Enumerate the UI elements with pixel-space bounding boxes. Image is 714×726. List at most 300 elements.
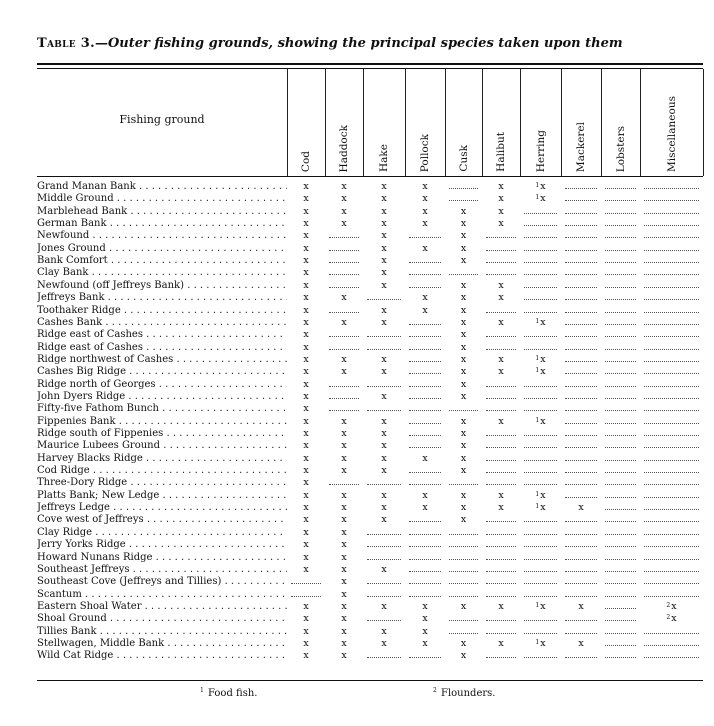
species-cell-lobsters [605, 329, 636, 337]
species-cell-halibut [486, 650, 516, 658]
species-cell-mackerel [565, 440, 597, 448]
species-cell-miscellaneous [644, 514, 699, 522]
species-cell-halibut: x [498, 218, 504, 230]
species-cell-herring [524, 305, 557, 313]
species-cell-cod: x [303, 526, 309, 538]
species-cell-hake: x [381, 465, 387, 477]
species-cell-mackerel [565, 329, 597, 337]
species-cell-lobsters [605, 465, 636, 473]
table-caption [37, 36, 707, 51]
species-cell-hake: x [381, 415, 387, 427]
species-cell-cod: x [303, 403, 309, 415]
column-divider [703, 69, 704, 176]
species-cell-pollock: x [422, 242, 428, 254]
species-cell-haddock: x [341, 353, 347, 365]
species-cell-haddock: x [341, 613, 347, 625]
table-row [0, 181, 714, 193]
species-cell-hake [367, 589, 401, 597]
species-cell-miscellaneous [644, 416, 699, 424]
species-cell-mackerel [565, 650, 597, 658]
species-cell-miscellaneous [644, 230, 699, 238]
species-cell-hake: x [381, 366, 387, 378]
species-cell-haddock [329, 342, 359, 350]
species-cell-hake: x [381, 563, 387, 575]
table-row [0, 206, 714, 218]
species-cell-cusk [449, 613, 478, 621]
species-cell-cod: x [303, 502, 309, 514]
fishing-ground-name: Southeast Jeffreys . . . [37, 564, 287, 576]
species-cell-pollock [409, 527, 441, 535]
species-cell-cod: x [303, 390, 309, 402]
species-cell-halibut [486, 514, 516, 522]
column-header-halibut [482, 80, 520, 172]
fishing-ground-name: John Dyers Ridge . . . [37, 391, 287, 403]
species-cell-herring [524, 206, 557, 214]
column-divider [405, 69, 406, 176]
footnote-marker: 1 [535, 354, 540, 362]
species-cell-cusk [449, 539, 478, 547]
column-header-label: Cusk [457, 145, 470, 172]
species-cell-mackerel [565, 218, 597, 226]
species-cell-pollock [409, 280, 441, 288]
fishing-ground-name: Cove west of Jeffreys . . . [37, 514, 287, 526]
species-cell-hake: x [381, 625, 387, 637]
species-cell-miscellaneous [644, 329, 699, 337]
species-cell-cod: x [303, 366, 309, 378]
species-cell-haddock [329, 230, 359, 238]
species-cell-lobsters [605, 379, 636, 387]
species-cell-pollock [409, 477, 441, 485]
species-cell-hake: x [381, 242, 387, 254]
species-cell-mackerel [565, 589, 597, 597]
footnote-marker: 1 [535, 367, 540, 375]
species-cell-mackerel [565, 280, 597, 288]
species-cell-halibut [486, 527, 516, 535]
table-row [0, 576, 714, 588]
column-header-miscellaneous [640, 80, 703, 172]
species-mark: x [540, 415, 546, 427]
species-cell-herring [520, 601, 561, 613]
species-cell-lobsters [605, 230, 636, 238]
species-mark: x [671, 600, 677, 612]
species-cell-pollock [409, 379, 441, 387]
fishing-ground-name: Fifty-five Fathom Bunch . . . [37, 403, 287, 415]
header-rule [37, 176, 703, 177]
species-cell-pollock: x [422, 489, 428, 501]
fishing-ground-name: Scantum . . . [37, 589, 287, 601]
species-cell-halibut [486, 626, 516, 634]
species-cell-cusk: x [460, 316, 467, 328]
species-mark: x [671, 613, 677, 625]
species-cell-pollock: x [422, 218, 428, 230]
species-cell-cusk [449, 626, 478, 634]
species-cell-cusk: x [460, 390, 467, 402]
species-cell-cusk: x [460, 292, 467, 304]
species-cell-haddock [329, 243, 359, 251]
column-divider [561, 69, 562, 176]
species-cell-cod [291, 589, 321, 597]
species-cell-lobsters [605, 255, 636, 263]
fishing-ground-name: Ridge east of Cashes . . . [37, 329, 287, 341]
column-header-label: Haddock [338, 124, 350, 172]
table-row [0, 230, 714, 242]
footnote-flounders [433, 688, 495, 699]
species-cell-miscellaneous [644, 626, 699, 634]
table-row [0, 601, 714, 613]
footnote-number: 2 [433, 687, 437, 694]
species-cell-haddock: x [341, 415, 347, 427]
fishing-ground-name: Eastern Shoal Water . . . [37, 601, 287, 613]
species-cell-pollock [409, 329, 441, 337]
species-cell-miscellaneous [644, 379, 699, 387]
species-cell-cusk: x [460, 341, 467, 353]
footnote-marker: 1 [535, 638, 540, 646]
species-cell-mackerel [565, 354, 597, 362]
species-cell-lobsters [605, 477, 636, 485]
fishing-ground-name: Clay Ridge . . . [37, 527, 287, 539]
species-mark: x [540, 353, 546, 365]
species-cell-lobsters [605, 305, 636, 313]
fishing-ground-name: Newfound (off Jeffreys Bank) . . . [37, 280, 287, 292]
species-cell-halibut [486, 230, 516, 238]
species-cell-pollock: x [422, 205, 428, 217]
species-cell-hake: x [381, 205, 387, 217]
species-cell-pollock [409, 564, 441, 572]
fishing-ground-name: German Bank . . . [37, 218, 287, 230]
species-cell-cod: x [303, 489, 309, 501]
species-cell-halibut [486, 477, 516, 485]
table-row [0, 366, 714, 378]
species-cell-pollock: x [422, 181, 428, 192]
species-cell-mackerel [565, 490, 597, 498]
species-cell-cusk: x [460, 366, 467, 378]
species-cell-herring [524, 267, 557, 275]
species-cell-hake [367, 539, 401, 547]
species-cell-hake [367, 342, 401, 350]
species-cell-haddock: x [341, 539, 347, 551]
species-cell-hake: x [381, 489, 387, 501]
bottom-rule [37, 680, 703, 681]
species-cell-hake: x [381, 218, 387, 230]
species-cell-hake: x [381, 428, 387, 439]
species-cell-herring [520, 502, 561, 514]
species-cell-cusk: x [460, 353, 467, 365]
species-cell-hake [367, 292, 401, 300]
species-cell-hake [367, 379, 401, 387]
species-cell-cusk: x [460, 502, 467, 514]
species-cell-hake [367, 650, 401, 658]
species-cell-herring [524, 477, 557, 485]
table-row [0, 626, 714, 638]
fishing-ground-name: Ridge east of Cashes . . . [37, 342, 287, 354]
species-cell-hake [367, 527, 401, 535]
species-cell-lobsters [605, 280, 636, 288]
species-cell-cod [291, 576, 321, 584]
species-cell-lobsters [605, 576, 636, 584]
column-header-cod [287, 80, 325, 172]
species-cell-haddock: x [341, 292, 347, 304]
fishing-ground-name: Clay Bank . . . [37, 267, 287, 279]
species-cell-mackerel [565, 267, 597, 275]
species-cell-cod: x [303, 600, 309, 612]
column-divider [325, 69, 326, 176]
species-cell-pollock: x [422, 625, 428, 637]
species-cell-miscellaneous [644, 576, 699, 584]
species-cell-cod: x [303, 329, 309, 341]
species-cell-haddock: x [341, 514, 347, 526]
species-cell-halibut: x [498, 489, 504, 501]
column-header-label: Herring [534, 129, 547, 172]
species-cell-miscellaneous [644, 502, 699, 510]
table-row [0, 490, 714, 502]
species-mark: x [540, 193, 546, 205]
species-cell-herring [524, 539, 557, 547]
species-cell-mackerel [565, 416, 597, 424]
species-cell-lobsters [605, 589, 636, 597]
species-cell-herring [524, 379, 557, 387]
species-cell-pollock: x [422, 502, 428, 514]
species-cell-mackerel [565, 255, 597, 263]
column-divider [601, 69, 602, 176]
species-cell-lobsters [605, 440, 636, 448]
species-cell-mackerel [565, 379, 597, 387]
table-row [0, 564, 714, 576]
species-cell-hake: x [381, 279, 387, 291]
species-cell-herring [524, 440, 557, 448]
species-cell-cusk [449, 477, 478, 485]
species-cell-miscellaneous [644, 391, 699, 399]
species-cell-cusk [449, 552, 478, 560]
species-cell-haddock [329, 379, 359, 387]
species-cell-herring [524, 626, 557, 634]
species-cell-mackerel [565, 342, 597, 350]
footnote-marker: 1 [535, 182, 540, 189]
species-cell-pollock [409, 391, 441, 399]
species-cell-miscellaneous [644, 527, 699, 535]
table-row [0, 650, 714, 662]
species-cell-halibut [486, 465, 516, 473]
species-cell-miscellaneous [644, 292, 699, 300]
species-cell-hake [367, 576, 401, 584]
species-cell-herring [524, 342, 557, 350]
species-cell-cusk [449, 589, 478, 597]
column-header-haddock [325, 80, 363, 172]
species-cell-mackerel: x [578, 600, 584, 612]
table-row [0, 218, 714, 230]
column-header-label: Pollock [419, 133, 431, 172]
fishing-ground-name: Howard Nunans Ridge . . . [37, 552, 287, 564]
species-cell-cod: x [303, 378, 309, 390]
species-cell-pollock [409, 317, 441, 325]
species-cell-miscellaneous [644, 305, 699, 313]
table-row [0, 440, 714, 452]
species-cell-halibut [486, 589, 516, 597]
species-mark: x [540, 502, 546, 514]
species-cell-miscellaneous [644, 453, 699, 461]
column-divider [363, 69, 364, 176]
species-cell-haddock: x [341, 181, 347, 192]
footnote-marker: 1 [535, 601, 540, 609]
species-cell-halibut: x [498, 316, 504, 328]
column-header-label: Hake [378, 144, 390, 172]
species-cell-cod: x [303, 477, 309, 489]
fishing-ground-name: Tillies Bank . . . [37, 626, 287, 638]
species-cell-mackerel [565, 576, 597, 584]
species-cell-miscellaneous [644, 255, 699, 263]
column-header-label: Miscellaneous [665, 95, 678, 172]
footnote-marker: 2 [666, 601, 671, 609]
species-cell-halibut [486, 440, 516, 448]
species-cell-herring [520, 354, 561, 366]
table-row [0, 403, 714, 415]
species-cell-miscellaneous [644, 638, 699, 646]
species-cell-hake [367, 329, 401, 337]
table-row [0, 342, 714, 354]
species-cell-cusk: x [460, 440, 467, 452]
species-cell-hake [367, 477, 401, 485]
species-cell-lobsters [605, 552, 636, 560]
species-cell-miscellaneous [644, 539, 699, 547]
species-cell-mackerel [565, 206, 597, 214]
species-cell-mackerel [565, 193, 597, 201]
species-cell-halibut [486, 552, 516, 560]
species-cell-mackerel [565, 613, 597, 621]
species-cell-haddock [329, 267, 359, 275]
species-cell-cusk: x [460, 415, 467, 427]
fishing-ground-name: Newfound . . . [37, 230, 287, 242]
column-header-hake [363, 80, 405, 172]
species-cell-cusk: x [460, 329, 467, 341]
species-cell-herring [524, 465, 557, 473]
species-cell-halibut [486, 564, 516, 572]
table-row [0, 428, 714, 440]
species-cell-halibut: x [498, 502, 504, 514]
table-row [0, 255, 714, 267]
species-cell-haddock: x [341, 650, 347, 662]
species-cell-hake [367, 552, 401, 560]
species-cell-herring [524, 255, 557, 263]
species-cell-pollock [409, 403, 441, 411]
species-cell-cod: x [303, 316, 309, 328]
species-cell-cod: x [303, 341, 309, 353]
species-cell-lobsters [605, 613, 636, 621]
species-cell-halibut: x [498, 279, 504, 291]
species-cell-pollock [409, 650, 441, 658]
species-cell-haddock [329, 280, 359, 288]
species-cell-haddock: x [341, 600, 347, 612]
species-cell-hake: x [381, 637, 387, 649]
species-cell-lobsters [605, 416, 636, 424]
species-cell-herring [520, 193, 561, 205]
fishing-ground-header: Fishing ground [119, 113, 205, 126]
species-cell-lobsters [605, 181, 636, 189]
column-header-pollock [405, 80, 445, 172]
species-cell-mackerel [565, 428, 597, 436]
species-cell-hake: x [381, 181, 387, 192]
footnote-food-fish [200, 688, 257, 699]
table-row [0, 317, 714, 329]
column-header-lobsters [601, 80, 640, 172]
species-cell-halibut [486, 267, 516, 275]
species-cell-pollock [409, 465, 441, 473]
species-cell-haddock [329, 477, 359, 485]
species-cell-herring [524, 514, 557, 522]
species-cell-miscellaneous [644, 267, 699, 275]
footnote-marker: 1 [535, 416, 540, 424]
species-cell-pollock [409, 589, 441, 597]
species-cell-halibut [486, 243, 516, 251]
species-cell-cod: x [303, 428, 309, 439]
species-cell-miscellaneous [644, 650, 699, 658]
species-cell-miscellaneous [644, 354, 699, 362]
species-cell-pollock [409, 428, 441, 436]
species-cell-haddock: x [341, 563, 347, 575]
species-cell-herring [524, 292, 557, 300]
species-cell-lobsters [605, 193, 636, 201]
species-cell-halibut [486, 305, 516, 313]
table-row [0, 552, 714, 564]
table-row [0, 292, 714, 304]
species-cell-pollock [409, 440, 441, 448]
species-cell-cod: x [303, 539, 309, 551]
species-cell-cod: x [303, 465, 309, 477]
column-divider [287, 69, 288, 176]
species-cell-halibut [486, 342, 516, 350]
species-cell-lobsters [605, 539, 636, 547]
fishing-ground-name: Harvey Blacks Ridge . . . [37, 453, 287, 465]
species-cell-halibut: x [498, 637, 504, 649]
species-cell-mackerel [565, 552, 597, 560]
species-cell-pollock [409, 366, 441, 374]
fishing-ground-name: Marblehead Bank . . . [37, 206, 287, 218]
species-cell-cod: x [303, 292, 309, 304]
species-cell-mackerel: x [578, 502, 584, 514]
table-row [0, 527, 714, 539]
species-cell-haddock: x [341, 551, 347, 563]
fishing-ground-name: Ridge north of Georges . . . [37, 379, 287, 391]
species-cell-pollock [409, 267, 441, 275]
species-cell-lobsters [605, 428, 636, 436]
table-row [0, 638, 714, 650]
species-cell-cod: x [303, 181, 309, 192]
footnote-text: Food fish. [204, 688, 258, 699]
species-cell-miscellaneous [644, 181, 699, 189]
species-cell-haddock [329, 255, 359, 263]
species-cell-cod: x [303, 242, 309, 254]
species-cell-hake: x [381, 255, 387, 267]
species-cell-haddock: x [341, 625, 347, 637]
fishing-ground-name: Jeffreys Bank . . . [37, 292, 287, 304]
species-cell-herring [520, 317, 561, 329]
species-cell-cusk: x [460, 465, 467, 477]
column-header-label: Lobsters [614, 125, 627, 172]
fishing-ground-name: Maurice Lubees Ground . . . [37, 440, 287, 452]
species-cell-haddock: x [341, 465, 347, 477]
species-cell-halibut [486, 539, 516, 547]
species-cell-lobsters [605, 354, 636, 362]
table-row [0, 502, 714, 514]
species-cell-hake: x [381, 390, 387, 402]
species-cell-haddock: x [341, 193, 347, 205]
species-cell-hake: x [381, 230, 387, 242]
species-cell-hake: x [381, 514, 387, 526]
top-rule [37, 63, 703, 65]
species-cell-herring [524, 650, 557, 658]
species-cell-pollock: x [422, 600, 428, 612]
column-divider [520, 69, 521, 176]
species-cell-mackerel [565, 243, 597, 251]
species-cell-pollock [409, 552, 441, 560]
